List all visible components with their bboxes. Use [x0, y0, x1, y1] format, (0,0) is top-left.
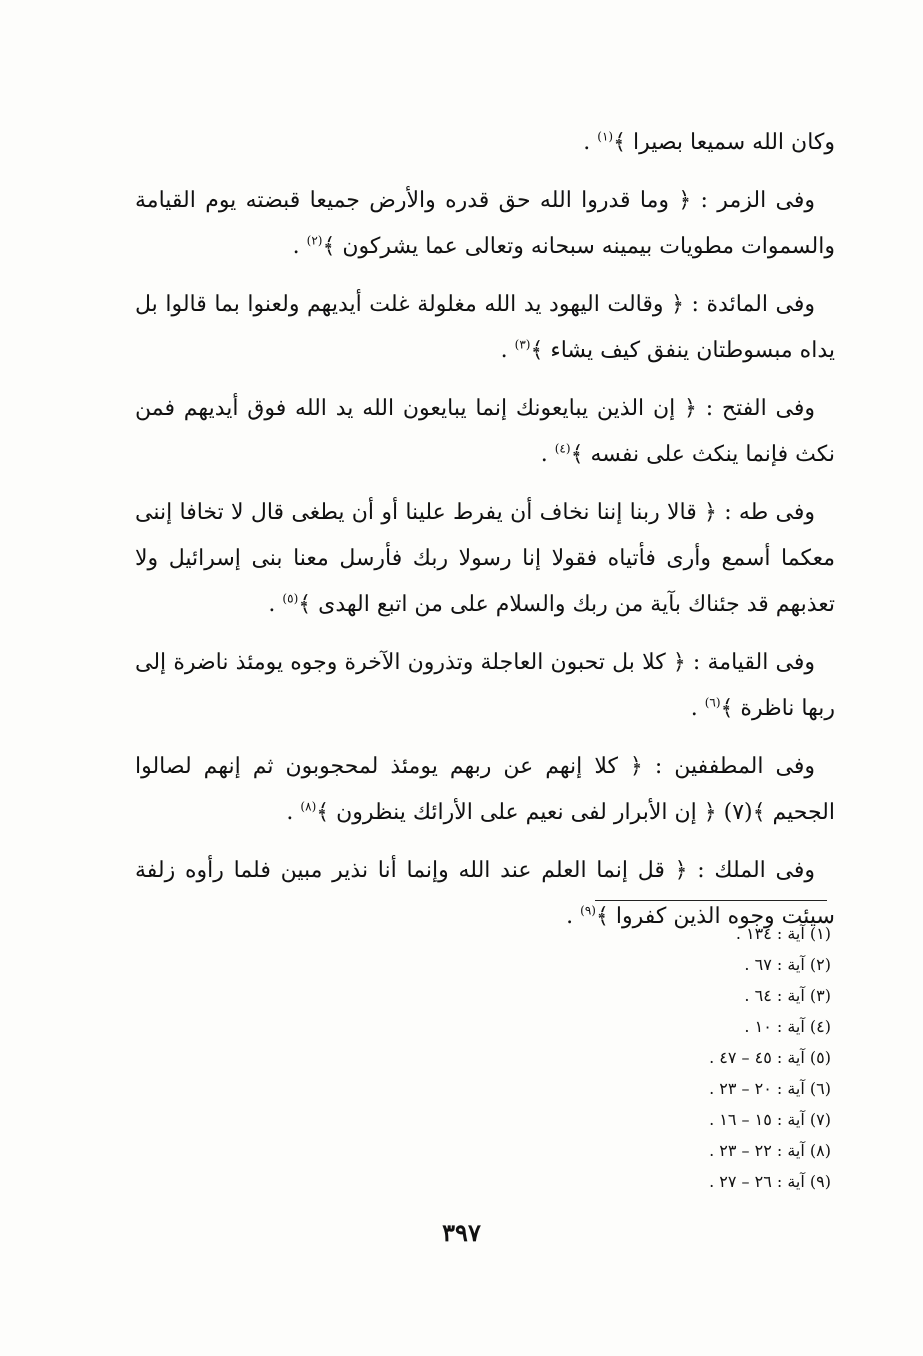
- footnote: (٨) آية : ٢٢ – ٢٣ .: [709, 1141, 831, 1160]
- paragraph-text: وفى المطففين : ﴿ كلا إنهم عن ربهم يومئذ لمحجوبون ثم إنهم لصالوا الجحيم ﴾(٧) ﴿ إن الأبرار لفى نعيم على الأرائك ينظرون ﴾: [135, 754, 835, 825]
- footnote-ref: (٦): [704, 695, 721, 710]
- paragraph: [135, 282, 835, 374]
- footnote-ref: (٣): [514, 337, 531, 352]
- footnote-ref: (٥): [282, 591, 299, 606]
- paragraph-end: .: [540, 442, 555, 467]
- footnote: (٤) آية : ١٠ .: [744, 1017, 831, 1036]
- paragraph-text: وفى الزمر : ﴿ وما قدروا الله حق قدره والأرض جميعا قبضته يوم القيامة والسموات مطويات بيمينه سبحانه وتعالى عما يشركون ﴾: [135, 188, 835, 259]
- footnote: (٣) آية : ٦٤ .: [744, 986, 831, 1005]
- paragraph-end: .: [286, 800, 301, 825]
- paragraph-end: .: [500, 338, 515, 363]
- footnote: (٢) آية : ٦٧ .: [744, 955, 831, 974]
- paragraph-end: .: [268, 592, 283, 617]
- footnote-divider: [595, 900, 827, 901]
- paragraph-end: .: [690, 696, 705, 721]
- paragraph: [135, 640, 835, 732]
- paragraph-text: وفى طه : ﴿ قالا ربنا إننا نخاف أن يفرط علينا أو أن يطغى قال لا تخافا إننى معكما أسمع وأرى فأتياه فقولا إنا رسولا ربك فأرسل معنا بنى إسرائيل ولا تعذبهم قد جئناك بآية من ربك والسلام على من اتبع الهدى ﴾: [135, 500, 835, 617]
- footnotes: [531, 918, 831, 1197]
- footnote-ref: (٢): [306, 233, 323, 248]
- footnote: (٦) آية : ٢٠ – ٢٣ .: [709, 1079, 831, 1098]
- paragraph: [135, 490, 835, 628]
- paragraph-text: وفى القيامة : ﴿ كلا بل تحبون العاجلة وتذرون الآخرة وجوه يومئذ ناضرة إلى ربها ناظرة ﴾: [135, 650, 835, 721]
- paragraph-text: وفى الفتح : ﴿ إن الذين يبايعونك إنما يبايعون الله يد الله فوق أيديهم فمن نكث فإنما ينكث على نفسه ﴾: [135, 396, 835, 467]
- footnote: (٥) آية : ٤٥ – ٤٧ .: [709, 1048, 831, 1067]
- footnote-ref: (٨): [300, 799, 317, 814]
- main-text: [135, 120, 835, 952]
- paragraph: [135, 386, 835, 478]
- paragraph-text: وفى المائدة : ﴿ وقالت اليهود يد الله مغلولة غلت أيديهم ولعنوا بما قالوا بل يداه مبسوطتان ينفق كيف يشاء ﴾: [135, 292, 835, 363]
- paragraph-text: وفى الملك : ﴿ قل إنما العلم عند الله وإنما أنا نذير مبين فلما رأوه زلفة سيئت وجوه الذين كفروا ﴾: [135, 858, 835, 929]
- footnote: (١) آية : ١٣٤ .: [735, 924, 831, 943]
- footnote-ref: (٤): [554, 441, 571, 456]
- paragraph-end: .: [292, 234, 307, 259]
- footnote-ref: (١): [597, 129, 614, 144]
- footnote: (٩) آية : ٢٦ – ٢٧ .: [709, 1172, 831, 1191]
- paragraph-end: .: [566, 904, 581, 929]
- paragraph: [135, 178, 835, 270]
- paragraph: [135, 744, 835, 836]
- paragraph: [135, 120, 835, 166]
- paragraph-text: وكان الله سميعا بصيرا ﴾: [613, 130, 835, 155]
- page-number: ٣٩٧: [442, 1218, 481, 1247]
- paragraph-end: .: [583, 130, 598, 155]
- footnote-ref: (٩): [580, 903, 596, 918]
- footnote: (٧) آية : ١٥ – ١٦ .: [709, 1110, 831, 1129]
